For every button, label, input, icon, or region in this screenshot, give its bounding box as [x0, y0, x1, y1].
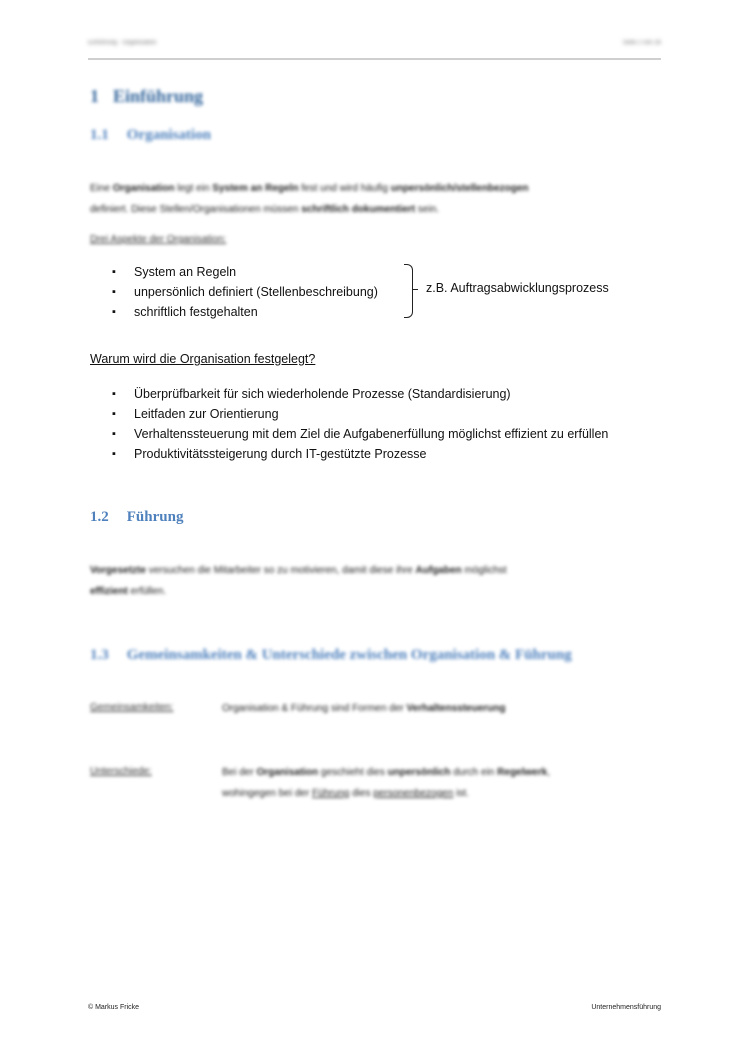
list-item: ▪ schriftlich festgehalten	[112, 302, 378, 322]
heading-number: 1.3	[90, 647, 109, 663]
heading-section-1	[90, 86, 203, 107]
text-run: durch ein	[450, 767, 498, 778]
text-bold: unpersönlich	[387, 767, 451, 778]
text-underlined: Führung	[312, 788, 350, 799]
text-bold: Organisation	[256, 767, 319, 778]
text-bold: Aufgaben	[415, 565, 462, 576]
footer-right: Unternehmensführung	[591, 1004, 661, 1011]
text-underlined: personenbezogen	[373, 788, 454, 799]
heading-title: Einführung	[113, 86, 204, 106]
text-run: Eine	[90, 183, 113, 194]
page-header	[88, 40, 661, 46]
reasons-list	[112, 384, 608, 464]
text-run: geschieht dies	[318, 767, 388, 778]
text-bold: Vorgesetzte	[90, 565, 146, 576]
list-item: ▪ System an Regeln	[112, 262, 378, 282]
heading-section-1-2	[90, 509, 183, 526]
heading-title: Gemeinsamkeiten & Unterschiede zwischen Organisation & Führung	[126, 647, 572, 663]
heading-title: Führung	[126, 509, 184, 525]
brace-tick	[412, 289, 418, 290]
text-run: ,	[547, 767, 550, 778]
list-item: ▪ unpersönlich definiert (Stellenbeschreibung)	[112, 282, 378, 302]
aspects-label: Drei Aspekte der Organisation:	[90, 234, 227, 245]
header-right: Seite 2 von 26	[622, 40, 661, 46]
text-run: legt ein	[174, 183, 213, 194]
header-divider	[88, 58, 661, 60]
fuehrung-paragraph	[90, 560, 660, 602]
list-item: ▪ Leitfaden zur Orientierung	[112, 404, 608, 424]
text-run: möglichst	[461, 565, 507, 576]
text-run: wohingegen bei der	[222, 788, 313, 799]
text-bold: Organisation	[112, 183, 175, 194]
differences-text	[222, 762, 660, 804]
list-item: ▪ Verhaltenssteuerung mit dem Ziel die Aufgabenerfüllung möglichst effizient zu erfüllen	[112, 424, 608, 444]
list-item: ▪ Überprüfbarkeit für sich wiederholende Prozesse (Standardisierung)	[112, 384, 608, 404]
question-heading: Warum wird die Organisation festgelegt?	[90, 352, 316, 366]
example-text: z.B. Auftragsabwicklungsprozess	[426, 281, 609, 295]
text-bold: System an Regeln	[212, 183, 299, 194]
footer-left: © Markus Fricke	[88, 1004, 140, 1011]
common-label: Gemeinsamkeiten:	[90, 702, 174, 713]
text-run: Bei der	[222, 767, 257, 778]
text-run: ist.	[453, 788, 469, 799]
organisation-paragraph	[90, 178, 660, 220]
heading-number: 1	[90, 86, 99, 106]
heading-section-1-1	[90, 127, 211, 144]
heading-title: Organisation	[126, 127, 211, 143]
heading-number: 1.1	[90, 127, 109, 143]
common-text	[222, 698, 660, 719]
page-footer	[88, 1004, 661, 1011]
text-bold: effizient	[90, 586, 128, 597]
text-run: versuchen die Mitarbeiter so zu motivieren, damit diese ihre	[145, 565, 416, 576]
differences-label: Unterschiede:	[90, 766, 152, 777]
text-run: erfüllen.	[127, 586, 167, 597]
text-run: sein.	[415, 204, 440, 215]
list-item: ▪ Produktivitätssteigerung durch IT-gestützte Prozesse	[112, 444, 608, 464]
text-bold: Verhaltenssteuerung	[406, 703, 506, 714]
aspects-list	[112, 262, 378, 322]
text-run: definiert. Diese Stellen/Organisationen müssen	[90, 204, 302, 215]
text-bold: Regelwerk	[497, 767, 548, 778]
text-run: dies	[349, 788, 374, 799]
text-run: Organisation & Führung sind Formen der	[222, 703, 407, 714]
text-bold: schriftlich dokumentiert	[301, 204, 416, 215]
header-left: Einführung · Organisation	[88, 40, 157, 46]
text-bold: unpersönlich/stellenbezogen	[390, 183, 529, 194]
heading-section-1-3	[90, 647, 572, 664]
heading-number: 1.2	[90, 509, 109, 525]
brace	[404, 264, 413, 318]
text-run: fest und wird häufig	[298, 183, 391, 194]
